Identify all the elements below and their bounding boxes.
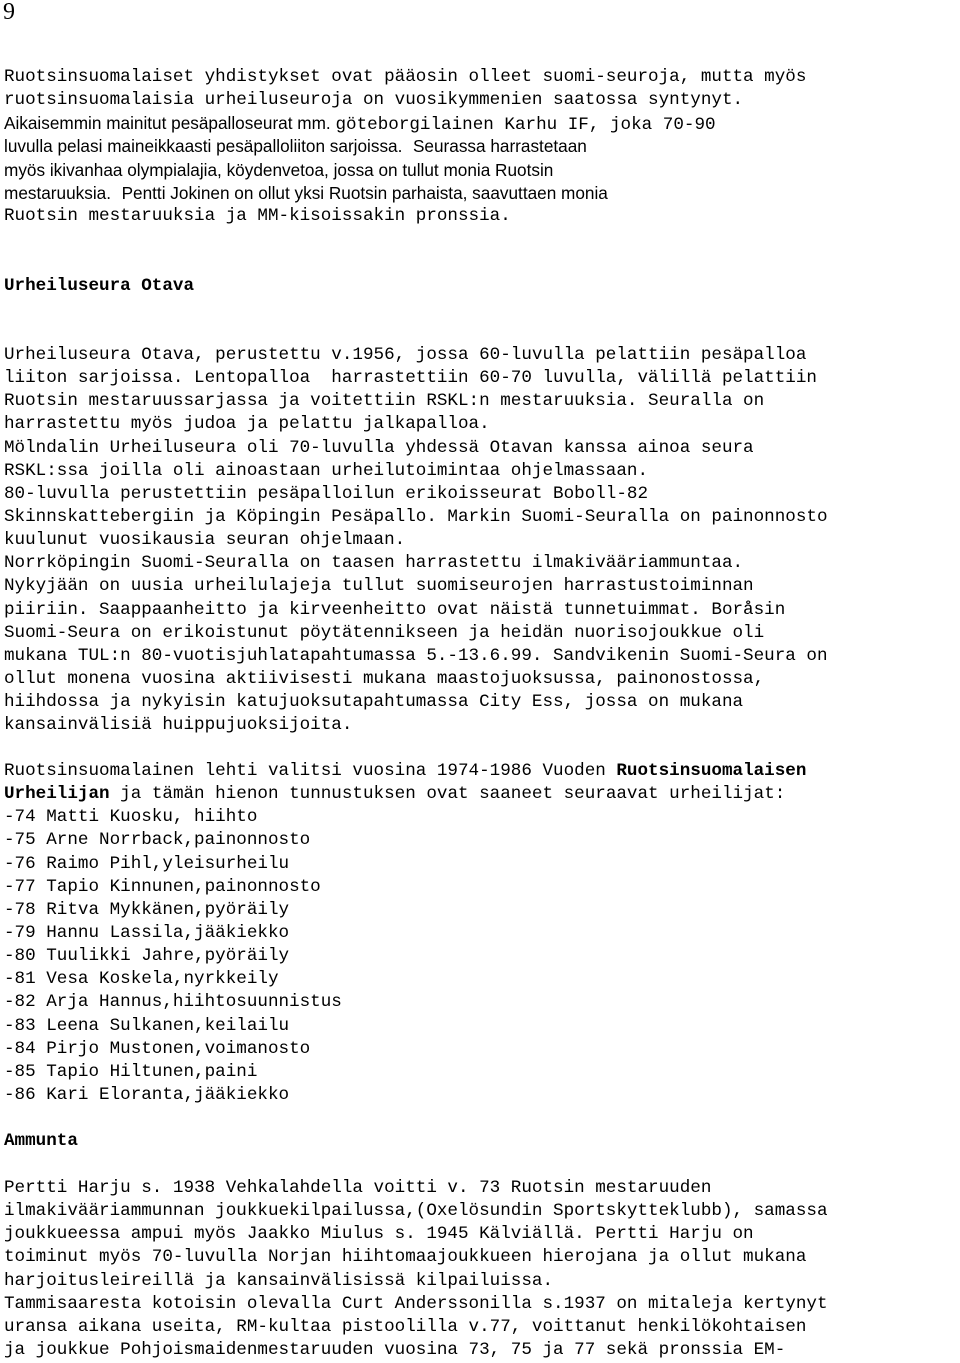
- text-run: [111, 185, 122, 205]
- text-run: Skinnskattebergiin ja Köpingin Pesäpallo. Markin Suomi-Seuralla on painonnosto: [4, 506, 828, 527]
- text-line: [4, 991, 960, 1014]
- text-run: ilmakivääriammunnan joukkuekilpailussa,(Oxelösundin Sportskytteklubb), samassa: [4, 1201, 828, 1222]
- text-run: -81 Vesa Koskela,nyrkkeily: [4, 969, 279, 990]
- text-run: Norrköpingin Suomi-Seuralla on taasen harrastettu ilmakivääriammuntaa.: [4, 553, 744, 574]
- text-line: [4, 159, 960, 182]
- text-line: [4, 806, 960, 829]
- text-line: [4, 112, 960, 135]
- text-run: -76 Raimo Pihl,yleisurheilu: [4, 853, 290, 874]
- text-line: [4, 622, 960, 645]
- text-run: Ruotsinsuomalainen lehti valitsi vuosina 1974-1986 Vuoden: [4, 761, 617, 781]
- text-line: [4, 552, 960, 575]
- text-line: [4, 645, 960, 668]
- text-run: Nykyjään on uusia urheilulajeja tullut suomiseurojen harrastustoiminnan: [4, 576, 754, 597]
- text-run: harjoitusleireillä ja kansainvälisissä kilpailuissa.: [4, 1270, 554, 1291]
- text-run: [402, 138, 413, 158]
- text-line: [4, 945, 960, 968]
- text-run: -86 Kari Eloranta,jääkiekko: [4, 1084, 290, 1105]
- text-run: RSKL:ssa joilla oli ainoastaan urheilutoimintaa ohjelmassaan.: [4, 460, 649, 481]
- text-run: Mölndalin Urheiluseura oli 70-luvulla yhdessä Otavan kanssa ainoa seura: [4, 437, 754, 458]
- text-run: Tammisaaresta kotoisin olevalla Curt Anderssonilla s.1937 on mitaleja kertynyt: [4, 1293, 828, 1314]
- text-line: [4, 1223, 960, 1246]
- text-line: [4, 783, 960, 806]
- text-run: Ruotsin mestaruussarjassa ja voitettiin RSKL:n mestaruuksia. Seuralla on: [4, 391, 765, 412]
- text-line: [4, 529, 960, 552]
- page-number: 9: [3, 0, 15, 25]
- text-line: [4, 1270, 960, 1293]
- text-run: Urheilijan: [4, 784, 110, 805]
- text-line: [4, 1061, 960, 1084]
- text-line: [4, 413, 960, 436]
- text-run: joukkueessa ampui myös Jaakko Miulus s. 1945 Kälviällä. Pertti Harju on: [4, 1224, 754, 1245]
- text-run: mestaruuksia.: [4, 182, 111, 203]
- text-line: [4, 437, 960, 460]
- text-run: Seurassa harrastetaan: [412, 136, 587, 157]
- text-run: harrastettu myös judoa ja pelattu jalkapalloa.: [4, 414, 490, 435]
- text-line: [4, 1084, 960, 1107]
- text-line: [4, 1015, 960, 1038]
- text-line: [4, 575, 960, 598]
- text-run: ruotsinsuomalaisia urheiluseuroja on vuosikymmenien saatossa syntynyt.: [4, 90, 744, 111]
- text-run: uransa aikana useita, RM-kultaa pistoolilla v.77, voittanut henkilökohtaisen: [4, 1316, 807, 1337]
- text-line: [4, 714, 960, 737]
- text-run: -82 Arja Hannus,hiihtosuunnistus: [4, 992, 342, 1013]
- text-run: Ruotsin mestaruuksia ja MM-kisoissakin pronssia.: [4, 205, 511, 226]
- otava-paragraph: [4, 344, 960, 737]
- section-heading-otava: Urheiluseura Otava: [4, 276, 195, 296]
- text-line: [4, 135, 960, 158]
- text-line: [4, 876, 960, 899]
- text-line: [4, 205, 960, 228]
- text-line: [4, 1293, 960, 1316]
- text-line: [4, 968, 960, 991]
- text-run: -83 Leena Sulkanen,keilailu: [4, 1015, 290, 1036]
- text-line: [4, 899, 960, 922]
- text-line: [4, 460, 960, 483]
- text-line: [4, 760, 960, 783]
- text-line: [4, 599, 960, 622]
- text-run: -84 Pirjo Mustonen,voimanosto: [4, 1038, 311, 1059]
- text-line: [4, 390, 960, 413]
- text-run: göteborgilainen Karhu IF, joka 70-90: [335, 115, 716, 136]
- text-line: [4, 344, 960, 367]
- text-run: liiton sarjoissa. Lentopalloa harrastettiin 60-70 luvulla, välillä pelattiin: [4, 368, 817, 389]
- text-line: [4, 1316, 960, 1339]
- awards-paragraph: [4, 760, 960, 1107]
- text-line: [4, 367, 960, 390]
- text-line: [4, 182, 960, 205]
- text-run: Ruotsinsuomalaiset yhdistykset ovat pääosin olleet suomi-seuroja, mutta myös: [4, 67, 807, 87]
- text-line: [4, 922, 960, 945]
- text-run: -74 Matti Kuosku, hiihto: [4, 807, 258, 828]
- intro-paragraph: [4, 66, 960, 228]
- text-run: -85 Tapio Hiltunen,paini: [4, 1061, 258, 1082]
- text-run: ja tämän hienon tunnustuksen ovat saaneet seuraavat urheilijat:: [109, 784, 786, 805]
- text-run: kansainvälisiä huippujuoksijoita.: [4, 715, 353, 736]
- text-line: [4, 1339, 960, 1362]
- text-line: [4, 483, 960, 506]
- text-run: 80-luvulla perustettiin pesäpalloilun erikoisseurat Boboll-82: [4, 483, 649, 504]
- text-line: [4, 691, 960, 714]
- text-line: [4, 1038, 960, 1061]
- text-run: piiriin. Saappaanheitto ja kirveenheitto ovat näistä tunnetuimmat. Boråsin: [4, 599, 786, 620]
- text-run: Suomi-Seura on erikoistunut pöytätennikseen ja heidän nuorisojoukkue oli: [4, 622, 765, 643]
- text-run: -75 Arne Norrback,painonnosto: [4, 830, 311, 851]
- text-line: [4, 1246, 960, 1269]
- text-line: [4, 66, 960, 89]
- text-run: ja joukkue Pohjoismaidenmestaruuden vuosina 73, 75 ja 77 sekä pronssia EM-: [4, 1339, 786, 1360]
- text-line: [4, 1177, 960, 1200]
- text-run: Pertti Harju s. 1938 Vehkalahdella voitti v. 73 Ruotsin mestaruuden: [4, 1178, 712, 1198]
- ammunta-paragraph: [4, 1177, 960, 1362]
- text-run: -77 Tapio Kinnunen,painonnosto: [4, 876, 321, 897]
- text-line: [4, 829, 960, 852]
- text-run: Pentti Jokinen on ollut yksi Ruotsin parhaista, saavuttaen monia: [121, 182, 608, 203]
- text-run: hiihdossa ja nykyisin katujuoksutapahtumassa City Ess, jossa on mukana: [4, 692, 744, 713]
- text-run: mukana TUL:n 80-vuotisjuhlatapahtumassa 5.-13.6.99. Sandvikenin Suomi-Seura on: [4, 645, 828, 666]
- text-run: toiminut myös 70-luvulla Norjan hiihtomaajoukkueen hierojana ja ollut mukana: [4, 1247, 807, 1268]
- text-line: [4, 853, 960, 876]
- text-run: -80 Tuulikki Jahre,pyöräily: [4, 946, 290, 967]
- text-run: kuulunut vuosikausia seuran ohjelmaan.: [4, 530, 406, 551]
- text-line: [4, 668, 960, 691]
- text-run: luvulla pelasi: [4, 136, 108, 157]
- text-line: [4, 506, 960, 529]
- text-run: Aikaisemmin mainitut pesäpalloseurat mm.: [4, 113, 336, 134]
- text-run: maineikkaasti pesäpalloliiton sarjoissa.: [107, 136, 403, 157]
- text-line: [4, 1200, 960, 1223]
- text-line: [4, 89, 960, 112]
- text-run: -79 Hannu Lassila,jääkiekko: [4, 922, 290, 943]
- section-heading-ammunta: Ammunta: [4, 1131, 78, 1151]
- text-run: myös ikivanhaa olympialajia, köydenvetoa, jossa on tullut monia Ruotsin: [4, 159, 554, 180]
- text-run: ollut monena vuosina aktiivisesti mukana maastojuoksussa, painonostossa,: [4, 668, 765, 689]
- text-run: -78 Ritva Mykkänen,pyöräily: [4, 899, 290, 920]
- text-run: Ruotsinsuomalaisen: [616, 761, 807, 781]
- text-run: Urheiluseura Otava, perustettu v.1956, jossa 60-luvulla pelattiin pesäpalloa: [4, 345, 807, 365]
